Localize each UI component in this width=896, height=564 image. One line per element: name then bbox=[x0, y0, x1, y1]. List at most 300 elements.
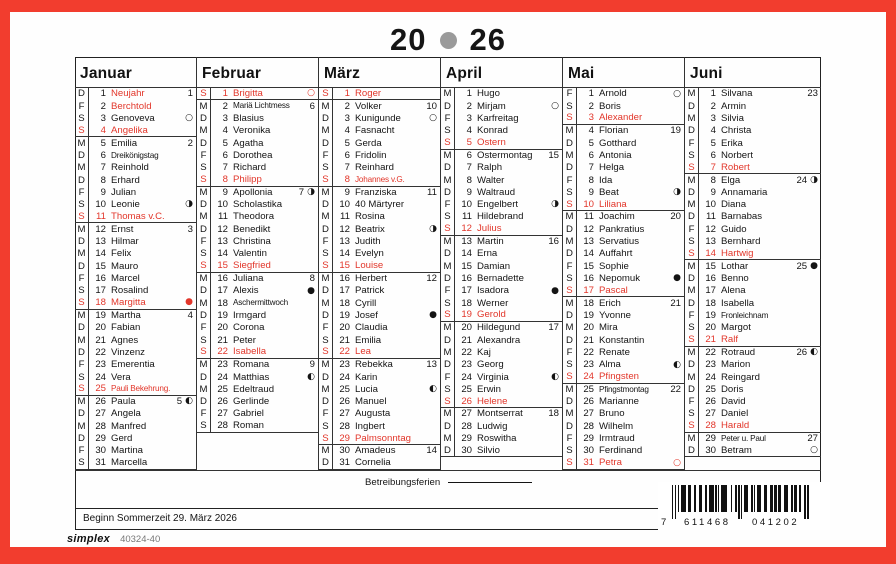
day-letter: M bbox=[75, 334, 89, 346]
day-row bbox=[75, 187, 196, 199]
day-letter: M bbox=[563, 150, 577, 162]
day-number: 15 bbox=[95, 260, 106, 272]
day-letter: M bbox=[75, 223, 89, 235]
day-letter: F bbox=[685, 137, 699, 149]
day-row bbox=[441, 236, 562, 248]
moon-new-icon: ● bbox=[429, 310, 437, 321]
day-number: 6 bbox=[100, 149, 106, 161]
day-name: Karin bbox=[355, 372, 378, 383]
day-letter: D bbox=[441, 248, 455, 260]
day-number: 14 bbox=[705, 247, 716, 259]
day-letter: F bbox=[563, 260, 577, 272]
day-letter: M bbox=[75, 420, 89, 432]
day-row bbox=[685, 100, 821, 112]
day-number: 26 bbox=[95, 396, 106, 408]
day-number: 30 bbox=[461, 444, 472, 456]
grid-bottom-line bbox=[75, 470, 821, 471]
day-row bbox=[441, 113, 562, 125]
day-name: Yvonne bbox=[599, 310, 632, 321]
day-letter: M bbox=[685, 285, 699, 297]
day-name: Claudia bbox=[355, 323, 388, 333]
day-name: Betram bbox=[721, 445, 752, 456]
day-row bbox=[75, 211, 196, 223]
day-letter: D bbox=[563, 334, 577, 346]
day-letter: M bbox=[441, 88, 455, 100]
day-letter: M bbox=[685, 174, 699, 186]
day-number: 20 bbox=[217, 322, 228, 334]
day-number: 6 bbox=[466, 149, 472, 161]
day-number: 23 bbox=[217, 359, 228, 371]
day-letter: D bbox=[685, 297, 699, 309]
day-name: Norbert bbox=[721, 150, 753, 161]
day-number: 17 bbox=[705, 285, 716, 297]
day-name: Angela bbox=[111, 409, 141, 420]
day-row bbox=[563, 408, 684, 420]
day-number: 26 bbox=[461, 395, 472, 407]
day-letter: F bbox=[563, 174, 577, 186]
day-letter: M bbox=[441, 322, 455, 334]
day-name: Ralf bbox=[721, 335, 739, 345]
day-row bbox=[75, 359, 196, 371]
week-number: 6 bbox=[309, 100, 315, 112]
day-letter: M bbox=[563, 125, 577, 137]
day-name: Veronika bbox=[233, 126, 271, 136]
day-letter: F bbox=[319, 150, 333, 162]
day-name: Pascal bbox=[599, 285, 628, 296]
day-number: 5 bbox=[710, 137, 716, 149]
day-row bbox=[685, 285, 821, 297]
day-name: Dorothea bbox=[233, 150, 273, 161]
day-number: 11 bbox=[706, 211, 716, 223]
day-letter: F bbox=[75, 100, 89, 112]
day-letter: S bbox=[75, 371, 89, 383]
day-row bbox=[197, 396, 318, 408]
day-letter: S bbox=[685, 150, 699, 162]
day-row bbox=[197, 150, 318, 162]
day-number: 21 bbox=[339, 334, 350, 346]
day-letter: M bbox=[319, 384, 333, 396]
day-name: Siegfried bbox=[233, 261, 271, 271]
day-number: 15 bbox=[217, 260, 228, 272]
day-row bbox=[563, 199, 684, 211]
moon-first-quarter-icon: ◐ bbox=[185, 396, 193, 407]
moon-first-quarter-icon: ◐ bbox=[551, 371, 559, 382]
day-letter: D bbox=[319, 371, 333, 383]
day-row bbox=[197, 174, 318, 186]
day-letter: S bbox=[563, 285, 577, 296]
day-name: Doris bbox=[721, 384, 744, 395]
day-number: 15 bbox=[339, 260, 350, 272]
day-row bbox=[563, 457, 684, 469]
day-name: Manfred bbox=[111, 421, 147, 432]
day-row bbox=[197, 371, 318, 383]
day-row bbox=[563, 384, 684, 396]
day-row bbox=[197, 187, 318, 199]
day-name: Leonie bbox=[111, 200, 140, 210]
day-number: 11 bbox=[96, 210, 106, 222]
day-number: 29 bbox=[461, 433, 472, 445]
day-name: Brigitta bbox=[233, 88, 263, 99]
week-number: 16 bbox=[548, 236, 559, 248]
day-name: Marcel bbox=[111, 274, 140, 284]
day-number: 30 bbox=[95, 445, 106, 457]
day-letter: D bbox=[319, 457, 333, 468]
day-number: 3 bbox=[710, 112, 716, 124]
moon-full-icon: ○ bbox=[429, 113, 437, 124]
day-letter: M bbox=[563, 322, 577, 334]
day-number: 27 bbox=[705, 408, 716, 420]
day-name: Konstantin bbox=[599, 335, 645, 346]
day-row bbox=[75, 445, 196, 457]
day-number: 16 bbox=[339, 273, 350, 285]
day-row bbox=[197, 297, 318, 309]
day-name: Erna bbox=[477, 249, 498, 260]
day-name: Reinhard bbox=[355, 163, 394, 173]
day-row bbox=[197, 359, 318, 371]
day-name: Gabriel bbox=[233, 409, 264, 420]
day-number: 7 bbox=[710, 161, 716, 173]
day-row bbox=[563, 420, 684, 432]
year-header bbox=[10, 22, 886, 58]
week-number: 15 bbox=[548, 149, 559, 161]
day-letter: F bbox=[563, 347, 577, 359]
moon-first-quarter-icon: ◐ bbox=[429, 384, 437, 395]
day-row bbox=[319, 248, 440, 260]
day-name: Elga bbox=[721, 175, 741, 186]
day-row bbox=[75, 260, 196, 272]
day-number: 30 bbox=[339, 445, 350, 457]
day-row bbox=[441, 420, 562, 432]
day-number: 17 bbox=[583, 284, 594, 296]
day-letter: F bbox=[75, 273, 89, 285]
day-name: Erhard bbox=[111, 175, 140, 186]
day-letter: D bbox=[319, 223, 333, 235]
day-letter: S bbox=[563, 199, 577, 210]
day-letter: S bbox=[197, 88, 211, 99]
day-row bbox=[319, 396, 440, 408]
day-row bbox=[441, 396, 562, 408]
day-name: Fridolin bbox=[355, 150, 387, 161]
day-row bbox=[563, 433, 684, 445]
day-letter: D bbox=[75, 174, 89, 186]
day-name: Edeltraud bbox=[233, 384, 275, 395]
day-row bbox=[75, 347, 196, 359]
day-number: 11 bbox=[340, 211, 350, 223]
day-letter: M bbox=[685, 113, 699, 125]
week-number: 4 bbox=[187, 309, 193, 321]
day-letter: S bbox=[75, 285, 89, 297]
day-number: 4 bbox=[588, 125, 594, 137]
day-row bbox=[197, 248, 318, 260]
day-number: 16 bbox=[461, 273, 472, 285]
moon-new-icon: ● bbox=[307, 285, 315, 296]
day-name: Apollonia bbox=[233, 187, 273, 198]
day-number: 22 bbox=[95, 346, 106, 358]
moon-full-icon: ○ bbox=[673, 88, 681, 99]
day-row bbox=[563, 248, 684, 260]
day-name: Franziska bbox=[355, 187, 397, 198]
day-row bbox=[197, 223, 318, 235]
day-row bbox=[441, 174, 562, 186]
day-name: Scholastika bbox=[233, 200, 283, 210]
day-letter: S bbox=[441, 125, 455, 137]
day-name: Emilia bbox=[111, 138, 138, 149]
day-number: 25 bbox=[461, 383, 472, 395]
day-name: Erwin bbox=[477, 384, 501, 395]
day-number: 30 bbox=[583, 445, 594, 457]
day-letter: F bbox=[441, 199, 455, 211]
day-letter: M bbox=[75, 137, 89, 149]
day-letter: S bbox=[563, 359, 577, 371]
month-column-februar bbox=[196, 57, 318, 470]
day-row bbox=[441, 199, 562, 211]
day-name: Fabian bbox=[111, 323, 141, 333]
day-name: Alma bbox=[599, 360, 621, 370]
day-name: Blasius bbox=[233, 113, 264, 124]
day-number: 19 bbox=[339, 309, 350, 321]
day-number: 29 bbox=[705, 433, 716, 445]
day-name: Daniel bbox=[721, 409, 749, 420]
day-number: 4 bbox=[466, 125, 472, 137]
day-number: 14 bbox=[339, 248, 350, 260]
day-row bbox=[441, 223, 562, 235]
day-name: Julius bbox=[477, 224, 502, 234]
day-number: 14 bbox=[95, 248, 106, 260]
day-name: Mirjam bbox=[477, 101, 506, 112]
months-grid bbox=[75, 57, 821, 470]
day-number: 26 bbox=[217, 396, 228, 408]
day-number: 1 bbox=[100, 88, 106, 100]
day-number: 12 bbox=[583, 223, 594, 235]
day-number: 22 bbox=[583, 346, 594, 358]
brand-logo: simplex bbox=[67, 533, 111, 545]
day-name: Palmsonntag bbox=[355, 433, 411, 444]
day-letter: S bbox=[75, 457, 89, 468]
month-title: Januar bbox=[75, 57, 196, 88]
day-number: 17 bbox=[217, 285, 228, 297]
day-number: 24 bbox=[705, 371, 716, 383]
day-number: 20 bbox=[339, 322, 350, 334]
day-name: Ostermontag bbox=[477, 150, 533, 161]
day-row bbox=[441, 211, 562, 223]
day-letter: S bbox=[441, 137, 455, 148]
week-number: 26 bbox=[796, 346, 808, 358]
day-number: 11 bbox=[218, 211, 228, 223]
day-number: 1 bbox=[344, 87, 350, 99]
day-name: Wilhelm bbox=[599, 421, 634, 432]
day-letter: S bbox=[319, 420, 333, 432]
day-row bbox=[197, 273, 318, 285]
sommerzeit-note: Beginn Sommerzeit 29. März 2026 bbox=[83, 513, 237, 524]
day-name: Josef bbox=[355, 310, 378, 321]
moon-last-quarter-icon: ◑ bbox=[673, 187, 681, 198]
day-name: Volker bbox=[355, 101, 382, 112]
month-days bbox=[685, 88, 821, 470]
day-letter: S bbox=[319, 347, 333, 358]
day-row bbox=[563, 150, 684, 162]
day-row bbox=[563, 260, 684, 272]
day-row bbox=[563, 396, 684, 408]
day-row bbox=[441, 150, 562, 162]
day-name: Hildegund bbox=[477, 323, 521, 333]
day-number: 25 bbox=[583, 383, 594, 395]
day-name: Mauro bbox=[111, 261, 139, 272]
day-row bbox=[685, 420, 821, 432]
day-row bbox=[685, 297, 821, 309]
day-name: Alexis bbox=[233, 286, 259, 296]
day-letter: M bbox=[441, 236, 455, 248]
day-name: Emerentia bbox=[111, 360, 155, 370]
day-number: 21 bbox=[583, 334, 594, 346]
day-row bbox=[563, 187, 684, 199]
day-number: 16 bbox=[95, 273, 106, 285]
day-letter: S bbox=[563, 187, 577, 199]
day-row bbox=[319, 445, 440, 457]
day-letter: D bbox=[441, 273, 455, 285]
day-letter: D bbox=[441, 162, 455, 174]
day-row bbox=[441, 384, 562, 396]
day-letter: S bbox=[685, 334, 699, 345]
day-number: 12 bbox=[95, 223, 106, 235]
moon-first-quarter-icon: ◐ bbox=[810, 347, 818, 358]
moon-new-icon: ● bbox=[551, 285, 559, 296]
week-number: 8 bbox=[309, 273, 315, 285]
day-letter: F bbox=[319, 236, 333, 248]
day-row bbox=[319, 223, 440, 235]
day-letter: D bbox=[685, 211, 699, 223]
day-name: Armin bbox=[721, 101, 747, 112]
day-number: 6 bbox=[344, 149, 350, 161]
day-row bbox=[685, 371, 821, 383]
day-number: 29 bbox=[95, 433, 106, 445]
day-name: Pauli Bekehrung. bbox=[111, 385, 171, 394]
day-name: Bernadette bbox=[477, 274, 524, 284]
day-number: 5 bbox=[222, 137, 228, 149]
day-name: Damian bbox=[477, 261, 511, 272]
day-letter: F bbox=[197, 322, 211, 334]
day-row bbox=[319, 433, 440, 445]
day-row bbox=[197, 88, 318, 100]
day-name: Johannes v.G. bbox=[355, 175, 405, 184]
day-row bbox=[563, 359, 684, 371]
day-number: 18 bbox=[339, 297, 350, 309]
betreibungsferien-rule-line bbox=[448, 482, 532, 483]
day-row bbox=[319, 113, 440, 125]
day-number: 26 bbox=[705, 396, 716, 408]
day-row bbox=[75, 396, 196, 408]
day-letter: S bbox=[441, 223, 455, 234]
day-number: 30 bbox=[705, 444, 716, 456]
day-row bbox=[197, 113, 318, 125]
day-number: 13 bbox=[583, 236, 594, 248]
day-letter: D bbox=[197, 199, 211, 211]
day-number: 13 bbox=[95, 236, 106, 248]
day-name: Margot bbox=[721, 323, 751, 333]
day-row bbox=[319, 297, 440, 309]
day-letter: M bbox=[319, 273, 333, 285]
day-letter: F bbox=[75, 187, 89, 199]
day-number: 2 bbox=[222, 100, 228, 112]
day-number: 14 bbox=[461, 248, 472, 260]
day-number: 10 bbox=[583, 198, 594, 210]
day-letter: D bbox=[197, 223, 211, 235]
day-number: 3 bbox=[100, 112, 106, 124]
day-row bbox=[197, 285, 318, 297]
day-row bbox=[319, 211, 440, 223]
day-number: 10 bbox=[95, 199, 106, 211]
month-days bbox=[441, 88, 562, 470]
day-letter: F bbox=[197, 408, 211, 420]
day-row bbox=[197, 137, 318, 149]
day-row bbox=[75, 420, 196, 432]
day-number: 13 bbox=[705, 236, 716, 248]
day-number: 8 bbox=[344, 174, 350, 186]
day-row bbox=[685, 211, 821, 223]
day-row bbox=[75, 125, 196, 137]
day-letter: S bbox=[75, 125, 89, 136]
day-row bbox=[685, 199, 821, 211]
week-number: 20 bbox=[670, 211, 681, 223]
day-letter: D bbox=[441, 445, 455, 456]
year-left: 20 bbox=[390, 22, 427, 57]
day-number: 6 bbox=[710, 149, 716, 161]
day-row bbox=[685, 88, 821, 100]
day-number: 24 bbox=[217, 371, 228, 383]
day-row bbox=[75, 273, 196, 285]
day-number: 31 bbox=[583, 457, 594, 469]
day-number: 19 bbox=[583, 309, 594, 321]
day-row bbox=[75, 297, 196, 309]
day-name: Dreikönigstag bbox=[111, 151, 159, 160]
day-number: 2 bbox=[588, 100, 594, 112]
day-name: Nepomuk bbox=[599, 274, 641, 284]
day-number: 14 bbox=[583, 248, 594, 260]
day-row bbox=[319, 384, 440, 396]
day-number: 20 bbox=[705, 322, 716, 334]
day-name: Ida bbox=[599, 175, 613, 186]
day-name: Angelika bbox=[111, 125, 148, 136]
day-row bbox=[75, 310, 196, 322]
day-name: Boris bbox=[599, 101, 621, 112]
day-name: Marianne bbox=[599, 397, 639, 407]
day-row bbox=[563, 445, 684, 457]
day-letter: M bbox=[441, 433, 455, 445]
day-letter: M bbox=[441, 408, 455, 420]
day-letter: D bbox=[75, 433, 89, 445]
day-name: Benedikt bbox=[233, 224, 271, 235]
day-row bbox=[563, 334, 684, 346]
day-letter: D bbox=[563, 162, 577, 174]
day-row bbox=[441, 285, 562, 297]
day-number: 31 bbox=[339, 457, 350, 469]
day-row bbox=[441, 310, 562, 322]
day-letter: D bbox=[75, 260, 89, 272]
day-letter: D bbox=[319, 310, 333, 322]
moon-new-icon: ● bbox=[673, 273, 681, 284]
day-row bbox=[441, 162, 562, 174]
week-number: 9 bbox=[309, 359, 315, 371]
day-number: 10 bbox=[461, 199, 472, 211]
day-row bbox=[319, 236, 440, 248]
day-letter: F bbox=[197, 150, 211, 162]
day-number: 7 bbox=[588, 162, 594, 174]
day-number: 20 bbox=[461, 322, 472, 334]
day-number: 7 bbox=[100, 162, 106, 174]
day-number: 23 bbox=[461, 359, 472, 371]
day-name: Florian bbox=[599, 126, 629, 136]
day-letter: D bbox=[197, 310, 211, 322]
week-number: 2 bbox=[187, 137, 193, 149]
